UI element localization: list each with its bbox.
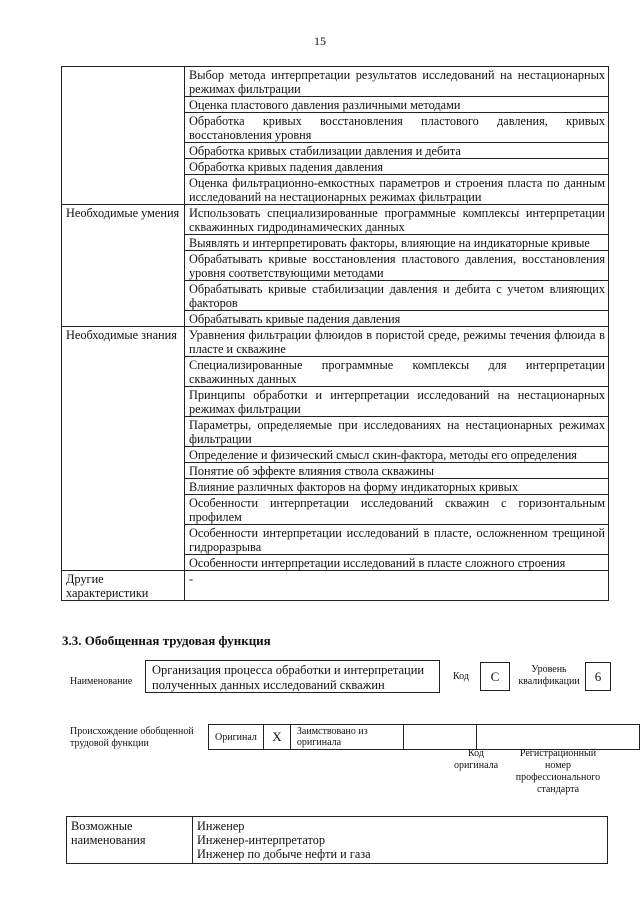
row-label xyxy=(62,387,185,417)
row-value: Выбор метода интерпретации результатов исследований на нестационарных режимах фильтрации xyxy=(185,67,609,97)
table-row xyxy=(62,311,609,327)
table-row xyxy=(62,495,609,525)
reg-number-cell xyxy=(477,725,640,750)
reg-number-label: Регистрационный номер профессионального стандарта xyxy=(515,748,601,795)
row-label xyxy=(62,281,185,311)
row-value: Принципы обработки и интерпретации исследований на нестационарных режимах фильтрации xyxy=(185,387,609,417)
table-row xyxy=(62,159,609,175)
table-row xyxy=(62,175,609,205)
row-value: Обработка кривых стабилизации давления и дебита xyxy=(185,143,609,159)
row-value: Оценка пластового давления различными методами xyxy=(185,97,609,113)
table-row xyxy=(62,251,609,281)
table-row xyxy=(62,447,609,463)
row-label xyxy=(62,159,185,175)
code-original-label: Код оригинала xyxy=(453,748,499,771)
origin-label: Происхождение обобщенной трудовой функции xyxy=(70,726,194,749)
table-row xyxy=(62,555,609,571)
possible-names-table xyxy=(66,816,608,864)
row-value: Специализированные программные комплексы для интерпретации скважинных данных xyxy=(185,357,609,387)
row-value: Особенности интерпретации исследований скважин с горизонтальным профилем xyxy=(185,495,609,525)
row-value: Обрабатывать кривые падения давления xyxy=(185,311,609,327)
row-value: Обработка кривых восстановления пластового давления, кривых восстановления уровня xyxy=(185,113,609,143)
job-title: Инженер по добыче нефти и газа xyxy=(197,847,371,861)
table-row xyxy=(62,113,609,143)
table-row xyxy=(62,357,609,387)
row-value: Обработка кривых падения давления xyxy=(185,159,609,175)
row-value: Понятие об эффекте влияния ствола скважины xyxy=(185,463,609,479)
row-value: - xyxy=(185,571,609,601)
table-row xyxy=(62,327,609,357)
row-label xyxy=(62,67,185,97)
row-value: Параметры, определяемые при исследованиях на нестационарных режимах фильтрации xyxy=(185,417,609,447)
code-original-cell xyxy=(404,725,477,750)
table-row xyxy=(62,143,609,159)
row-label xyxy=(62,463,185,479)
code-value: C xyxy=(480,662,510,691)
name-label: Наименование xyxy=(70,676,133,687)
row-label xyxy=(62,97,185,113)
row-value: Влияние различных факторов на форму индикаторных кривых xyxy=(185,479,609,495)
function-name-box: Организация процесса обработки и интерпретации полученных данных исследований скважин xyxy=(145,660,440,693)
qualification-level-label: Уровень квалификации xyxy=(518,664,580,687)
row-label xyxy=(62,235,185,251)
row-label: Необходимые знания xyxy=(62,327,185,357)
row-value: Обрабатывать кривые восстановления пластового давления, восстановления уровня соответствующими методами xyxy=(185,251,609,281)
possible-names-label: Возможные наименования xyxy=(67,817,193,864)
row-label xyxy=(62,495,185,525)
row-label xyxy=(62,479,185,495)
row-label xyxy=(62,311,185,327)
row-label: Другие характеристики xyxy=(62,571,185,601)
table-row xyxy=(62,281,609,311)
table-row xyxy=(62,525,609,555)
original-label: Оригинал xyxy=(209,725,264,750)
job-title: Инженер xyxy=(197,819,245,833)
table-row xyxy=(62,417,609,447)
section-title: 3.3. Обобщенная трудовая функция xyxy=(62,633,271,648)
row-value: Определение и физический смысл скин-фактора, методы его определения xyxy=(185,447,609,463)
row-label xyxy=(62,417,185,447)
job-title: Инженер-интерпретатор xyxy=(197,833,326,847)
table-row xyxy=(62,67,609,97)
row-label xyxy=(62,175,185,205)
row-label xyxy=(62,113,185,143)
row-value: Выявлять и интерпретировать факторы, влияющие на индикаторные кривые xyxy=(185,235,609,251)
row-value: Использовать специализированные программные комплексы интерпретации скважинных гидродинамических данных xyxy=(185,205,609,235)
row-label xyxy=(62,357,185,387)
table-row xyxy=(62,571,609,601)
row-value: Оценка фильтрационно-емкостных параметров и строения пласта по данным исследований на нестационарных режимах фильтрации xyxy=(185,175,609,205)
borrowed-label: Заимствовано из оригинала xyxy=(290,725,403,750)
table-row xyxy=(62,479,609,495)
row-value: Особенности интерпретации исследований в пласте, осложненном трещиной гидроразрыва xyxy=(185,525,609,555)
qualification-level-value: 6 xyxy=(585,662,611,691)
skills-knowledge-table xyxy=(61,66,609,601)
row-value: Уравнения фильтрации флюидов в пористой среде, режимы течения флюида в пласте и скважине xyxy=(185,327,609,357)
table-row xyxy=(62,235,609,251)
page-number: 15 xyxy=(314,34,326,48)
table-row xyxy=(62,463,609,479)
table-row xyxy=(62,97,609,113)
origin-table xyxy=(208,724,640,750)
row-value: Обрабатывать кривые стабилизации давления и дебита с учетом влияющих факторов xyxy=(185,281,609,311)
row-label: Необходимые умения xyxy=(62,205,185,235)
original-mark: X xyxy=(263,725,290,750)
row-label xyxy=(62,251,185,281)
table-row xyxy=(62,387,609,417)
row-label xyxy=(62,555,185,571)
row-label xyxy=(62,525,185,555)
code-label: Код xyxy=(453,671,469,682)
row-value: Особенности интерпретации исследований в пласте сложного строения xyxy=(185,555,609,571)
row-label xyxy=(62,143,185,159)
possible-names-list xyxy=(193,817,608,864)
row-label xyxy=(62,447,185,463)
table-row xyxy=(62,205,609,235)
